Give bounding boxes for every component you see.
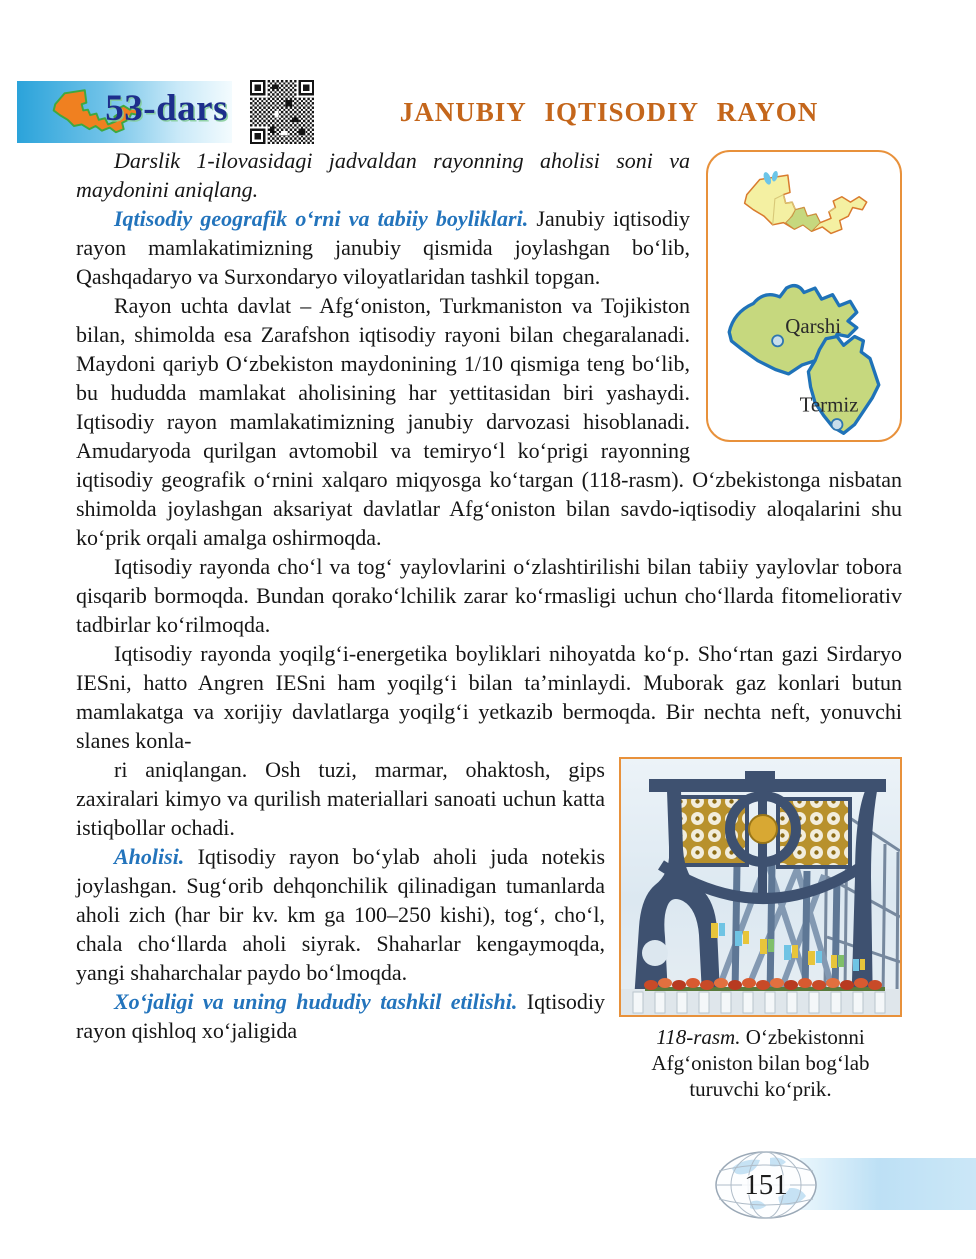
page-header [17, 78, 904, 146]
region-map-figure [706, 150, 902, 442]
paragraph-pastures [76, 552, 902, 639]
bridge-caption [619, 1024, 902, 1102]
geography-heading: Iqtisodiy geografik o‘rni va tabiiy boyliklari. [114, 206, 529, 231]
figure-reference: 118-rasm. [656, 1025, 741, 1049]
pastures-text: Iqtisodiy rayonda cho‘l va tog‘ yaylovlarini o‘zlashtirilishi bilan tabiiy yaylovlar tobora qisqarib bormoqda. Bundan qorako‘lchilik zarar ko‘rmasligi uchun cho‘llarda fitomeliorativ tadbirlar ko‘rilmoqda. [76, 554, 902, 637]
population-text: Iqtisodiy rayon bo‘ylab aholi juda notekis joylashgan. Sug‘orib dehqonchilik qilinadigan tumanlarda aholi zich (har bir kv. km ga 100–250 kishi), tog‘, cho‘l, chala cho‘llarda aholi siyrak. Shaharlar kengaymoqda, yangi shaharchalar paydo bo‘lmoqda. [76, 844, 606, 985]
page-number: 151 [744, 1168, 788, 1201]
energy-text-2: ri aniqlangan. Osh tuzi, marmar, ohaktosh, gips zaxiralari kimyo va qurilish materiallari sanoati uchun katta istiqbollar ochadi. [76, 757, 605, 840]
uzbekistan-locator-map [745, 170, 867, 233]
bridge-photo [619, 757, 902, 1017]
footer-gradient-bar [800, 1158, 976, 1210]
geography-text: Janubiy iqtisodiy rayon mamlakatimizning janubiy qismida joylashgan bo‘lib, Qashqadaryo va Surxondaryo viloyatlaridan tashkil topgan. [76, 206, 691, 289]
energy-text-1: Iqtisodiy rayonda yoqilg‘i-energetika boyliklari nihoyatda ko‘p. Sho‘rtan gazi Sirdaryo IESni, hatto Angren IESni ham yoqilg‘i bilan ta’minlaydi. Muborak gaz konlari butun mamlakatga va xorijiy davlatlarga yoqilg‘i yetkazib bermoqda. Bir nechta neft, yonuvchi slanes konla- [76, 641, 902, 753]
population-heading: Aholisi. [114, 844, 185, 869]
lesson-badge [17, 81, 232, 143]
page-title: JANUBIY IQTISODIY RAYON [399, 96, 819, 127]
page-number-globe [714, 1150, 818, 1220]
economy-heading: Xo‘jaligi va uning hududiy tashkil etilishi. [114, 989, 518, 1014]
figure-caption-text: O‘zbekistonni Afg‘oniston bilan bog‘lab turuvchi ko‘prik. [651, 1025, 870, 1101]
lesson-number: 53-dars [105, 88, 228, 129]
medallion [749, 815, 777, 843]
city-label-termiz: Termiz [799, 392, 859, 417]
intro-text: Darslik 1-ilovasidagi jadvaldan rayonning aholisi soni va maydonini aniqlang. [76, 148, 690, 202]
bridge-figure [619, 757, 902, 1102]
article [76, 146, 902, 1106]
borders-text: Rayon uchta davlat – Afg‘oniston, Turkmaniston va Tojikiston bilan, shimolda esa Zarafshon iqtisodiy rayoni bilan chegaralanadi. Maydoni qariyb O‘zbekiston maydonining 1/10 qismiga teng bo‘lib, bu hududda mamlakat aholisining har yettitasidan biri yashaydi. Iqtisodiy rayon mamlakatimizning janubiy darvozasi hisoblanadi. Amudaryoda qurilgan avtomobil va temiryo‘l ko‘prigi rayonning iqtisodiy geografik o‘rnini xalqaro miqyosga ko‘targan (118-rasm). O‘zbekistonga nisbatan shimolda joylashgan aksariyat davlatlar Afg‘oniston bilan savdo-iqtisodiy aloqalarini shu ko‘prik orqali amalga oshirmoqda. [76, 293, 902, 550]
qashqadaryo-surxondaryo-map [729, 286, 879, 434]
economy-text: Iqtisodiy rayon qishloq xo‘jaligida [76, 989, 606, 1043]
paragraph-energy [76, 639, 902, 755]
qr-code-icon [250, 79, 314, 145]
city-label-qarshi: Qarshi [785, 314, 842, 339]
